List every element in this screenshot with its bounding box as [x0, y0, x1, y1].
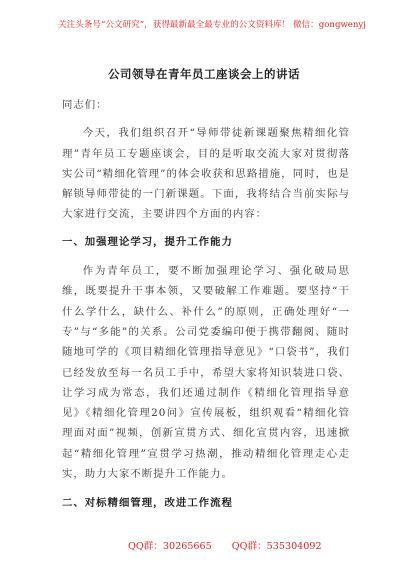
salutation: 同志们： — [62, 99, 108, 111]
footer-qq-groups — [128, 538, 322, 552]
header-banner: 关注头条号“公文研究”，获得最新最全最专业的公文资料库！ 微信：gongwenyj — [58, 20, 366, 30]
section-1-heading: 一、加强理论学习，提升工作能力 — [62, 235, 233, 248]
intro-paragraph: 今天，我们组织召开“导师带徒新课题聚焦精细化管理”青年员工专题座谈会，目的是听取交流大家对贯彻落实公司“精细化管理”的体会收获和思路措施，同时，也是解锁导师带徒的一门新课题。下面，我将结合当前实际与大家进行交流，主要讲四个方面的内容： — [62, 127, 350, 221]
footer-qq-group-2: QQ群：535304092 — [231, 541, 322, 552]
section-1-paragraph: 作为青年员工，要不断加强理论学习、强化破局思维，既要提升干事本领，又要破解工作难题。要坚持“干什么学什么，缺什么、补什么”的原则，正确处理好“一专”与“多能”的关系。公司党委编印便于携带翻阅、随时随地可学的《项目精细化管理指导意见》“口袋书”，我们已经发放至每一名员工手中，希望大家将知识装进口袋、让学习成为常态，我们还通过制作《精细化管理指导意见》《精细化管理20问》宣传展板，组织观看“精细化管理面对面”视频，创新宣贯方式、细化宣贯内容，迅速掀起“精细化管理”宣贯学习热潮，推动精细化管理走心走实，助力大家不断提升工作能力。 — [62, 265, 350, 481]
section-2-heading: 二、对标精细管理，改进工作流程 — [62, 497, 233, 509]
document-body — [62, 95, 350, 487]
document-title: 公司领导在青年员工座谈会上的讲话 — [108, 67, 300, 81]
footer-qq-group-1: QQ群：30265665 — [128, 541, 212, 552]
